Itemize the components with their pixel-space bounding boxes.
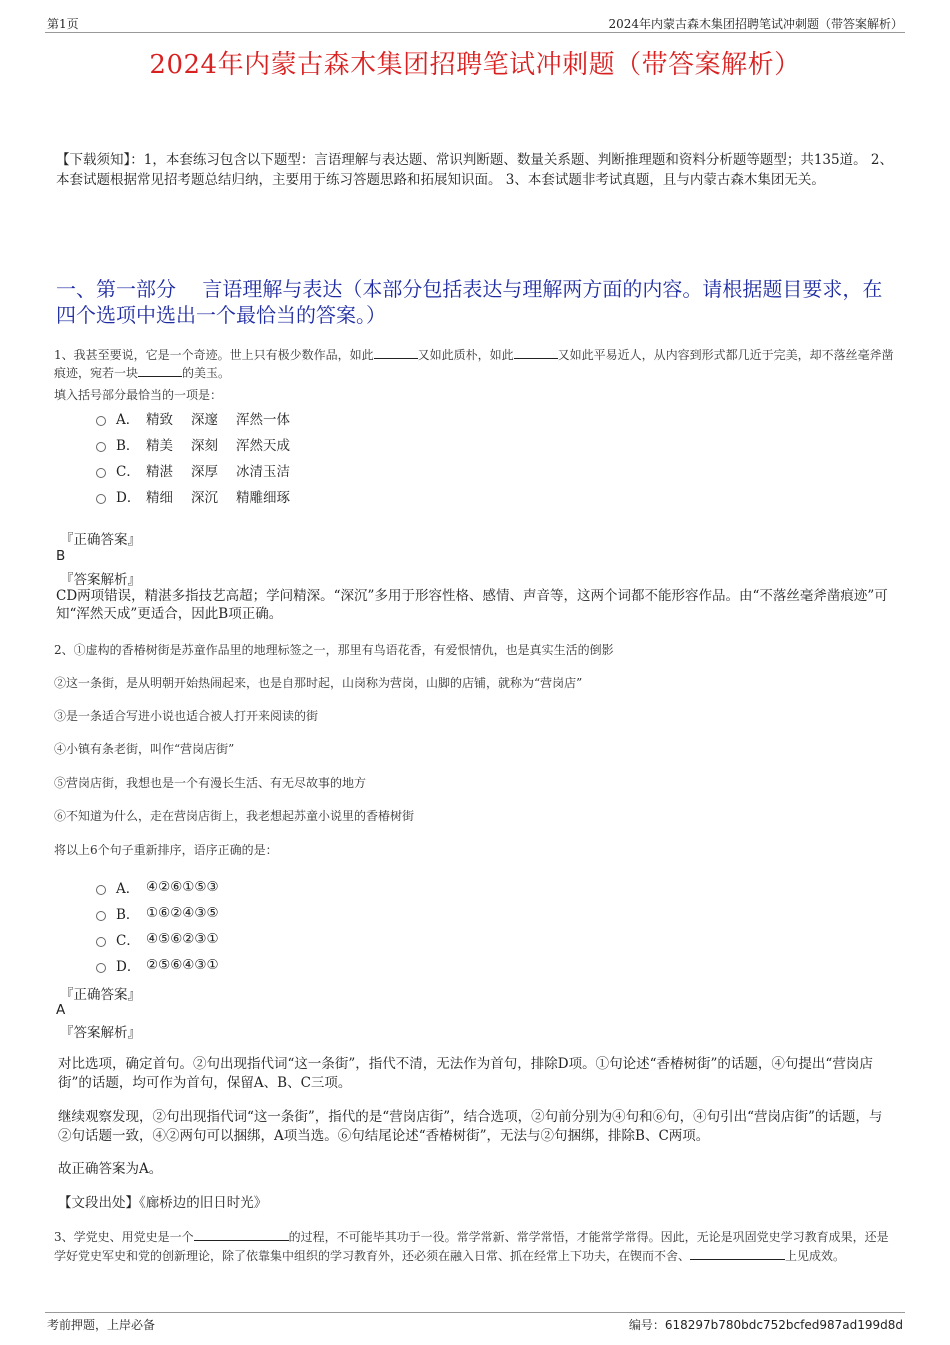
q2-option-b[interactable]: B． ①⑥②④③⑤: [96, 900, 237, 926]
radio-button[interactable]: [96, 937, 106, 947]
blank: [514, 346, 558, 359]
blank: [138, 364, 182, 377]
q1-option-d[interactable]: D． 精细 深沉 精雕细琢: [96, 483, 308, 509]
q1-stem: 1、我甚至要说，它是一个奇迹。世上只有极少数作品，如此 又如此质朴，如此 又如此平易近人，从内容到形式都几近于完美，却不落丝毫斧凿痕迹，宛若一块 的美玉。: [54, 348, 894, 380]
q1-correct-label: 『正确答案』: [60, 532, 141, 548]
q2-sentence-1: 2、①虚构的香椿树街是苏童作品里的地理标签之一，那里有鸟语花香，有爱恨情仇，也是真实生活的倒影: [54, 643, 614, 657]
footer-doc-id: 编号：618297b780bdc752bcfed987ad199d8d: [628, 1318, 903, 1332]
q2-option-c[interactable]: C． ④⑤⑥②③①: [96, 926, 237, 952]
q1-prompt: 填入括号部分最恰当的一项是：: [54, 388, 223, 402]
blank: [194, 1228, 289, 1241]
q2-correct-label: 『正确答案』: [60, 987, 141, 1003]
q2-conclusion: 故正确答案为A。: [58, 1161, 163, 1177]
radio-button[interactable]: [96, 494, 106, 504]
q2-sentence-4: ④小镇有条老街，叫作“营岗店街”: [54, 742, 235, 756]
section-heading: 一、第一部分 言语理解与表达（本部分包括表达与理解两方面的内容。请根据题目要求，在四个选项中选出一个最恰当的答案。）: [56, 277, 883, 327]
q1-analysis-label: 『答案解析』: [60, 572, 141, 588]
q2-answer: A: [56, 1002, 66, 1018]
q2-options: [96, 874, 237, 978]
download-notice: 【下载须知】：1，本套练习包含以下题型：言语理解与表达题、常识判断题、数量关系题、判断推理题和资料分析题等题型；共135道。 2、本套试题根据常见招考题总结归纳，主要用于练习答题思路和拓展知识面。 3、本套试题非考试真题，且与内蒙古森木集团无关。: [56, 152, 893, 188]
page-footer: [45, 1312, 905, 1333]
q1-option-c[interactable]: C． 精湛 深厚 冰清玉洁: [96, 457, 308, 483]
q2-sentence-5: ⑤营岗店街，我想也是一个有漫长生活、有无尽故事的地方: [54, 776, 367, 790]
blank: [690, 1247, 785, 1260]
q2-source: 【文段出处】《廊桥边的旧日时光》: [58, 1195, 268, 1211]
q2-analysis-label: 『答案解析』: [60, 1025, 141, 1041]
radio-button[interactable]: [96, 911, 106, 921]
q1-options: [96, 405, 308, 509]
q2-analysis-1: 对比选项，确定首句。②句出现指代词“这一条街”，指代不清，无法作为首句，排除D项。①句论述“香椿树街”的话题，④句提出“营岗店街”的话题，均可作为首句，保留A、B、C三项。: [58, 1056, 873, 1091]
radio-button[interactable]: [96, 963, 106, 973]
page-title: 2024年内蒙古森木集团招聘笔试冲刺题（带答案解析）: [149, 50, 801, 80]
q2-sentence-3: ③是一条适合写进小说也适合被人打开来阅读的街: [54, 709, 319, 723]
radio-button[interactable]: [96, 442, 106, 452]
radio-button[interactable]: [96, 416, 106, 426]
q2-prompt: 将以上6个句子重新排序，语序正确的是：: [54, 843, 278, 857]
q2-option-a[interactable]: A． ④②⑥①⑤③: [96, 874, 237, 900]
radio-button[interactable]: [96, 468, 106, 478]
footer-slogan: 考前押题，上岸必备: [47, 1318, 156, 1332]
page-header: [45, 12, 905, 33]
q2-sentence-6: ⑥不知道为什么，走在营岗店街上，我老想起苏童小说里的香椿树街: [54, 809, 415, 823]
q3-stem: 3、学党史、用党史是一个 的过程，不可能毕其功于一役。常学常新、常学常悟，才能常学常得。因此，无论是巩固党史学习教育成果，还是学好党史军史和党的创新理论，除了依靠集中组织的学习教育外，还必须在融入日常、抓在经常上下功夫，在锲而不舍、 上见成效。: [54, 1230, 889, 1263]
blank: [374, 346, 418, 359]
q1-analysis: CD两项错误，精湛多指技艺高超；学问精深。“深沉”多用于形容性格、感情、声音等，这两个词都不能形容作品。由“不落丝毫斧凿痕迹”可知“浑然天成”更适合，因此B项正确。: [56, 588, 888, 622]
radio-button[interactable]: [96, 885, 106, 895]
q1-option-b[interactable]: B． 精美 深刻 浑然天成: [96, 431, 308, 457]
q1-answer: B: [56, 548, 66, 564]
q2-sentence-2: ②这一条街，是从明朝开始热闹起来，也是自那时起，山岗称为营岗，山脚的店铺，就称为“营岗店”: [54, 676, 583, 690]
header-doc-title: 2024年内蒙古森木集团招聘笔试冲刺题（带答案解析）: [608, 17, 903, 31]
q2-analysis-2: 继续观察发现，②句出现指代词“这一条街”，指代的是“营岗店街”，结合选项，②句前分别为④句和⑥句，④句引出“营岗店街”的话题，与②句话题一致，④②两句可以捆绑，A项当选。⑥句结尾论述“香椿树街”，无法与②句捆绑，排除B、C两项。: [58, 1109, 883, 1144]
q2-option-d[interactable]: D． ②⑤⑥④③①: [96, 952, 237, 978]
q1-option-a[interactable]: A． 精致 深邃 浑然一体: [96, 405, 308, 431]
page-number: 第1页: [47, 17, 79, 31]
